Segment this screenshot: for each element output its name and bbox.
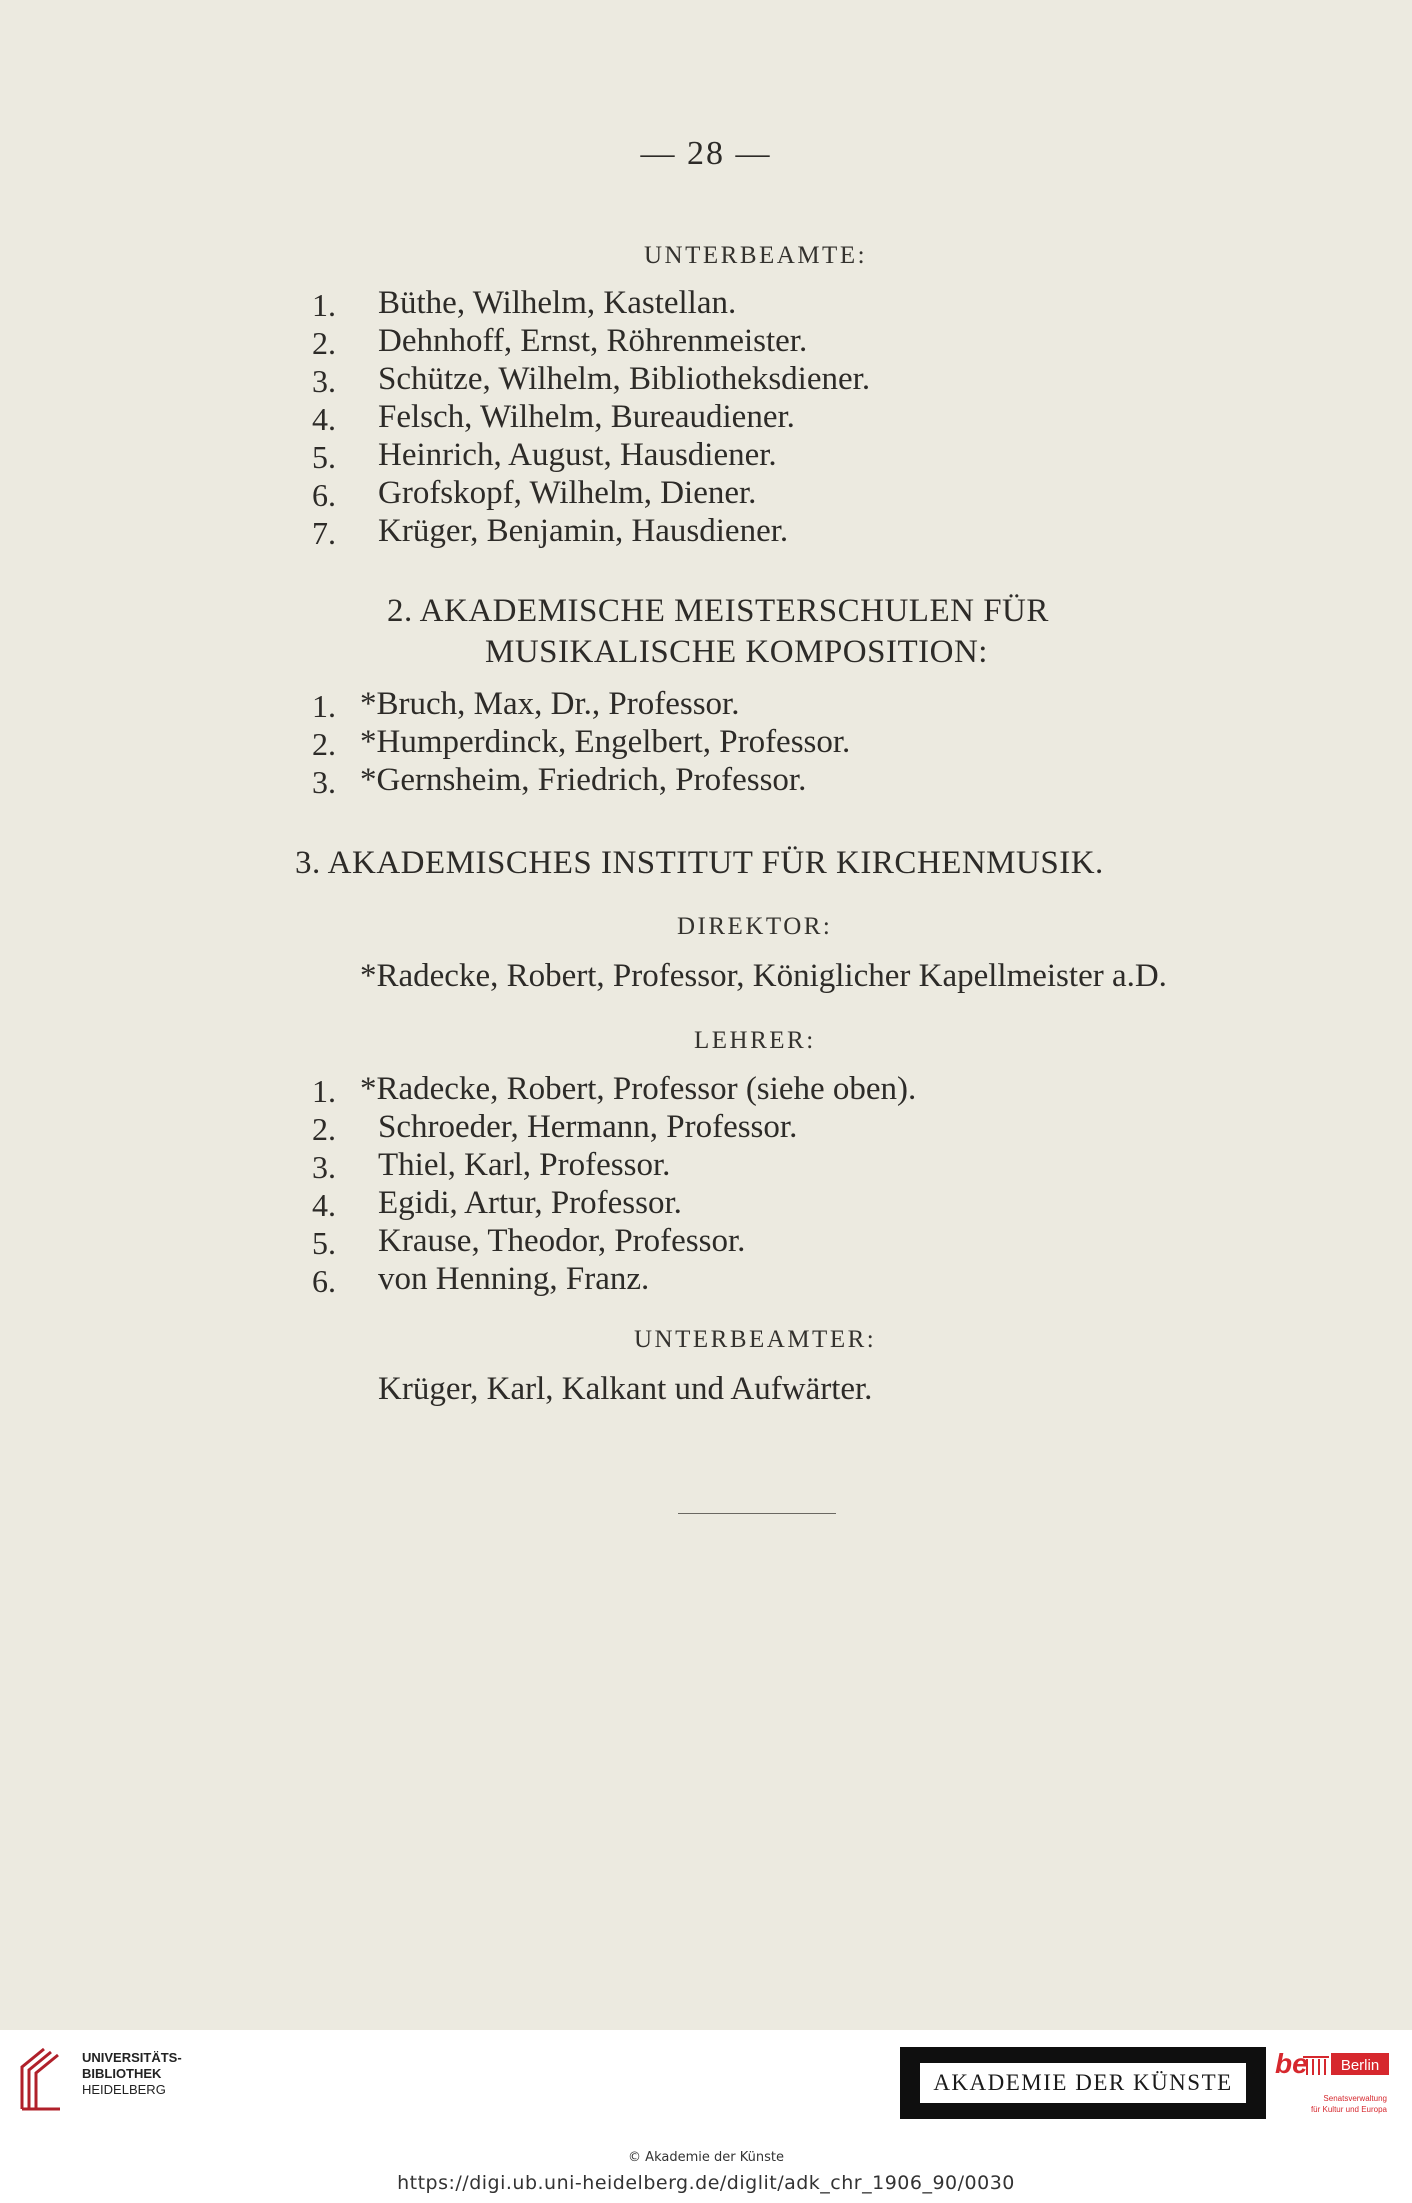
- list-item: Krause, Theodor, Professor.: [378, 1223, 746, 1259]
- list-item: Schütze, Wilhelm, Bibliotheksdiener.: [378, 361, 871, 397]
- list-item: Krüger, Benjamin, Hausdiener.: [378, 513, 789, 549]
- list-item: *Radecke, Robert, Professor (siehe oben).: [360, 1071, 917, 1107]
- list-item: *Bruch, Max, Dr., Professor.: [360, 686, 740, 722]
- list-number: 5.: [312, 439, 336, 475]
- list-number: 3.: [312, 1149, 336, 1185]
- section-title-meisterschulen: 2. AKADEMISCHE MEISTERSCHULEN FÜR: [387, 593, 1049, 629]
- university-library-logo-icon[interactable]: [14, 2045, 76, 2117]
- list-item: Grofskopf, Wilhelm, Diener.: [378, 475, 757, 511]
- document-url-link[interactable]: https://digi.ub.uni-heidelberg.de/diglit/adk_chr_1906_90/0030: [397, 2172, 1015, 2194]
- list-item: Schroeder, Hermann, Professor.: [378, 1109, 798, 1145]
- list-number: 7.: [312, 515, 336, 551]
- list-item: *Humperdinck, Engelbert, Professor.: [360, 724, 851, 760]
- list-number: 2.: [312, 1111, 336, 1147]
- list-item: Felsch, Wilhelm, Bureaudiener.: [378, 399, 795, 435]
- list-number: 1.: [312, 287, 336, 323]
- list-number: 3.: [312, 363, 336, 399]
- list-item: von Henning, Franz.: [378, 1261, 650, 1297]
- list-number: 6.: [312, 477, 336, 513]
- section-title-kirchenmusik: 3. AKADEMISCHES INSTITUT FÜR KIRCHENMUSIK.: [295, 845, 1104, 881]
- library-name-line1: UNIVERSITÄTS-: [82, 2050, 182, 2065]
- staff-entry: Krüger, Karl, Kalkant und Aufwärter.: [378, 1371, 873, 1407]
- list-number: 4.: [312, 401, 336, 437]
- page-number: — 28 —: [640, 135, 772, 172]
- berlin-senate-logo-icon[interactable]: [1273, 2045, 1391, 2121]
- end-rule-divider: [678, 1513, 836, 1514]
- list-number: 1.: [312, 688, 336, 724]
- list-number: 3.: [312, 764, 336, 800]
- library-name-line3: HEIDELBERG: [82, 2082, 166, 2097]
- berlin-sub-line1: Senatsverwaltung: [1323, 2094, 1387, 2103]
- list-item: *Gernsheim, Friedrich, Professor.: [360, 762, 807, 798]
- section-heading-lehrer: LEHRER:: [694, 1027, 816, 1054]
- library-name-line2: BIBLIOTHEK: [82, 2066, 162, 2081]
- copyright-text: © Akademie der Künste: [628, 2150, 784, 2165]
- list-item: Egidi, Artur, Professor.: [378, 1185, 682, 1221]
- berlin-word-text: Berlin: [1340, 2057, 1380, 2074]
- berlin-brand-text: be: [1275, 2048, 1308, 2079]
- list-item: Büthe, Wilhelm, Kastellan.: [378, 285, 737, 321]
- section-heading-direktor: DIREKTOR:: [677, 913, 833, 940]
- list-number: 2.: [312, 325, 336, 361]
- akademie-logo-label: AKADEMIE DER KÜNSTE: [920, 2063, 1246, 2103]
- list-item: Dehnhoff, Ernst, Röhrenmeister.: [378, 323, 808, 359]
- berlin-sub-line2: für Kultur und Europa: [1310, 2105, 1387, 2114]
- section-title-komposition: MUSIKALISCHE KOMPOSITION:: [485, 634, 988, 670]
- list-number: 2.: [312, 726, 336, 762]
- list-item: Thiel, Karl, Professor.: [378, 1147, 671, 1183]
- list-number: 6.: [312, 1263, 336, 1299]
- list-number: 5.: [312, 1225, 336, 1261]
- section-heading-unterbeamter: UNTERBEAMTER:: [634, 1326, 877, 1353]
- section-heading-unterbeamte: UNTERBEAMTE:: [644, 242, 868, 269]
- list-item: Heinrich, August, Hausdiener.: [378, 437, 777, 473]
- director-entry: *Radecke, Robert, Professor, Königlicher Kapellmeister a.D.: [360, 958, 1167, 994]
- list-number: 1.: [312, 1073, 336, 1109]
- list-number: 4.: [312, 1187, 336, 1223]
